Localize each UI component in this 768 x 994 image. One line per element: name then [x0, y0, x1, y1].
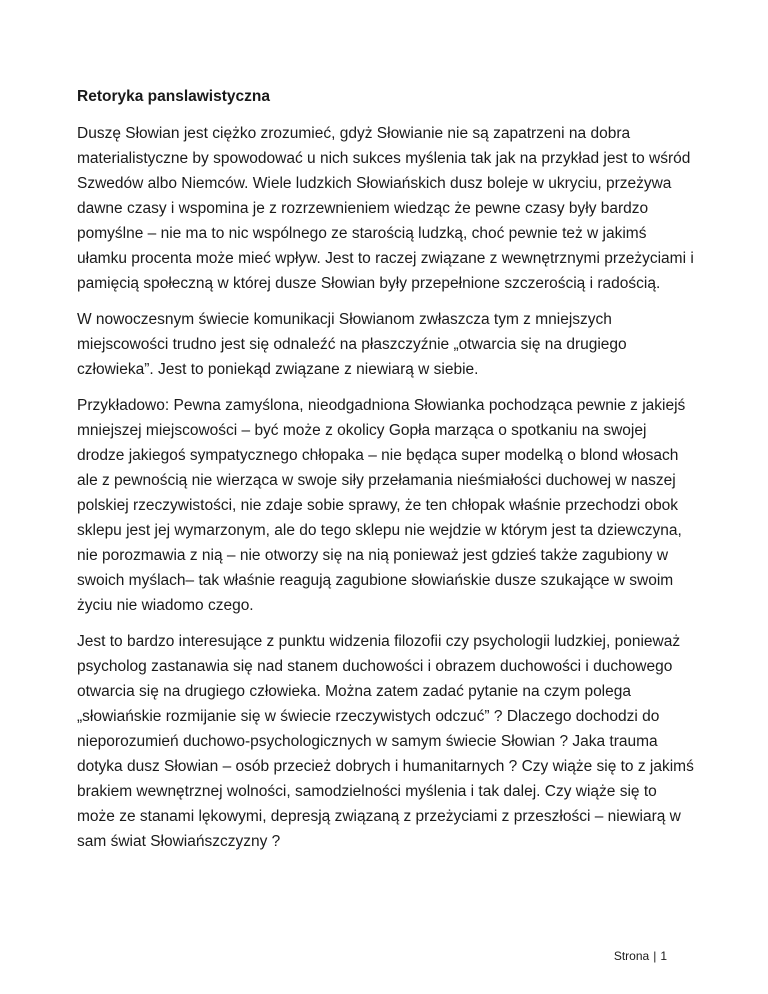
footer-page-label: Strona: [613, 949, 650, 963]
paragraph-1: Duszę Słowian jest ciężko zrozumieć, gdyż Słowianie nie są zapatrzeni na dobra materialistyczne by spowodować u nich sukces myślenia tak jak na przykład jest to wśród Szwedów albo Niemców. Wiele ludzkich Słowiańskich dusz boleje w ukryciu, przeżywa dawne czasy i wspomina je z rozrzewnieniem wiedząc że pewne czasy były bardzo pomyślne – nie ma to nic wspólnego ze starością ludzką, choć pewnie też w jakimś ułamku procenta może mieć wpływ. Jest to raczej związane z wewnętrznymi przeżyciami i pamięcią społeczną w której dusze Słowian były przepełnione szczerością i radością.: [77, 125, 694, 292]
paragraph-4: Jest to bardzo interesujące z punktu widzenia filozofii czy psychologii ludzkiej, ponieważ psycholog zastanawia się nad stanem duchowości i obrazem duchowości i duchowego otwarcia się na drugiego człowieka. Można zatem zadać pytanie na czym polega „słowiańskie rozmijanie się w świecie rzeczywistych odczuć” ? Dlaczego dochodzi do nieporozumień duchowo-psychologicznych w samym świecie Słowian ? Jaka trauma dotyka dusz Słowian – osób przecież dobrych i humanitarnych ? Czy wiąże się to z jakimś brakiem wewnętrznej wolności, samodzielności myślenia i tak dalej. Czy wiąże się to może ze stanami lękowymi, depresją związaną z przeżyciami z przeszłości – niewiarą w sam świat Słowiańszczyzny ?: [77, 633, 694, 850]
document-body: [77, 84, 697, 865]
paragraph-3: Przykładowo: Pewna zamyślona, nieodgadniona Słowianka pochodząca pewnie z jakiejś mniejszej miejscowości – być może z okolicy Gopła marząca o spotkaniu na swojej drodze jakiegoś sympatycznego chłopaka – nie będąca super modelką o blond włosach ale z pewnością nie wierząca w swoje siły przełamania nieśmiałości duchowej w naszej polskiej rzeczywistości, nie zdaje sobie sprawy, że ten chłopak właśnie przechodzi obok sklepu jest jej wymarzonym, ale do tego sklepu nie wejdzie w którym jest ta dziewczyna, nie porozmawia z nią – nie otworzy się na nią ponieważ jest gdzieś także zagubiony w swoich myślach– tak właśnie reagują zagubione słowiańskie dusze szukające w swoim życiu nie wiadomo czego.: [77, 397, 686, 614]
paragraph-2: W nowoczesnym świecie komunikacji Słowianom zwłaszcza tym z mniejszych miejscowości trudno jest się odnaleźć na płaszczyźnie „otwarcia się na drugiego człowieka”. Jest to poniekąd związane z niewiarą w siebie.: [77, 311, 627, 378]
page-footer: [614, 949, 667, 963]
footer-separator: |: [653, 949, 657, 963]
document-title: Retoryka panslawistyczna: [77, 88, 270, 105]
footer-page-number: 1: [660, 949, 667, 963]
